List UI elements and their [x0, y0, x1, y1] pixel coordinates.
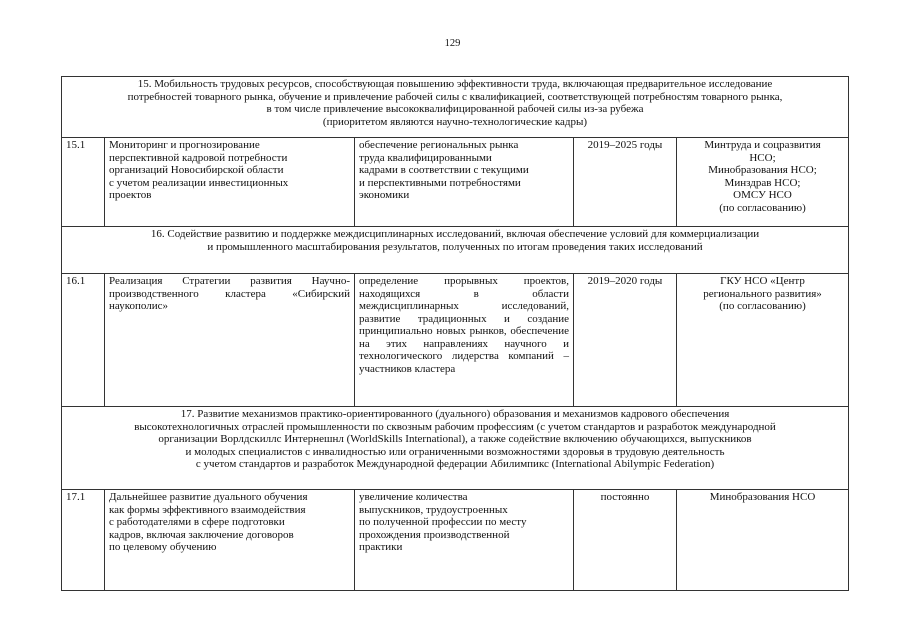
executor-cell: Минобразования НСО — [677, 490, 849, 591]
row-number: 17.1 — [62, 490, 105, 591]
table-row — [62, 274, 849, 407]
action-plan-table — [61, 76, 849, 591]
measure-cell: Реализация Стратегии развития Научно-производственного кластера «Сибирский наукополис» — [105, 274, 355, 407]
period-cell: 2019–2020 годы — [574, 274, 677, 407]
section-heading-row — [62, 407, 849, 490]
measure-cell: Дальнейшее развитие дуального обучения как формы эффективного взаимодействия с работодателями в сфере подготовки кадров, включая заключение договоров по целевому обучению — [105, 490, 355, 591]
section-17-heading: 17. Развитие механизмов практико-ориентированного (дуального) образования и механизмов кадрового обеспечения высокотехнологичных отраслей промышленности по сквозным рабочим профессиям (с учетом стандартов и разработок международной организации Ворлдскиллс Интернешнл (WorldSkills International), а также содействие включению обучающихся, выпускников и молодых специалистов с инвалидностью или ограниченными возможностями здоровья в трудовую деятельность с учетом стандартов и разработок Международной федерации Абилимпикс (International Abilympic Federation) — [62, 407, 849, 490]
executor-cell: ГКУ НСО «Центр регионального развития» (по согласованию) — [677, 274, 849, 407]
measure-cell: Мониторинг и прогнозирование перспективной кадровой потребности организаций Новосибирской области с учетом реализации инвестиционных проектов — [105, 138, 355, 227]
page-number: 129 — [444, 38, 461, 49]
period-cell: 2019–2025 годы — [574, 138, 677, 227]
period-cell: постоянно — [574, 490, 677, 591]
table-row — [62, 490, 849, 591]
section-heading-row — [62, 227, 849, 274]
executor-cell: Минтруда и соцразвития НСО; Минобразования НСО; Минздрав НСО; ОМСУ НСО (по согласованию) — [677, 138, 849, 227]
section-15-heading: 15. Мобильность трудовых ресурсов, способствующая повышению эффективности труда, включающая предварительное исследование потребностей товарного рынка, обучение и привлечение рабочей силы с квалификацией, соответствующей потребностям товарного рынка, в том числе привлечение высококвалифицированной рабочей силы из-за рубежа (приоритетом являются научно-технологические кадры) — [62, 77, 849, 138]
row-number: 15.1 — [62, 138, 105, 227]
result-cell: обеспечение региональных рынка труда квалифицированными кадрами в соответствии с текущими и перспективными потребностями экономики — [355, 138, 574, 227]
result-cell: определение прорывных проектов, находящихся в области междисциплинарных исследований, развитие традиционных и создание принципиально новых рынков, обеспечение на этих направлениях научного и технологического лидерства компаний – участников кластера — [355, 274, 574, 407]
result-cell: увеличение количества выпускников, трудоустроенных по полученной профессии по месту прохождения производственной практики — [355, 490, 574, 591]
section-16-heading: 16. Содействие развитию и поддержке междисциплинарных исследований, включая обеспечение условий для коммерциализации и промышленного масштабирования результатов, полученных по итогам проведения таких исследований — [62, 227, 849, 274]
table-row — [62, 138, 849, 227]
section-heading-row — [62, 77, 849, 138]
row-number: 16.1 — [62, 274, 105, 407]
